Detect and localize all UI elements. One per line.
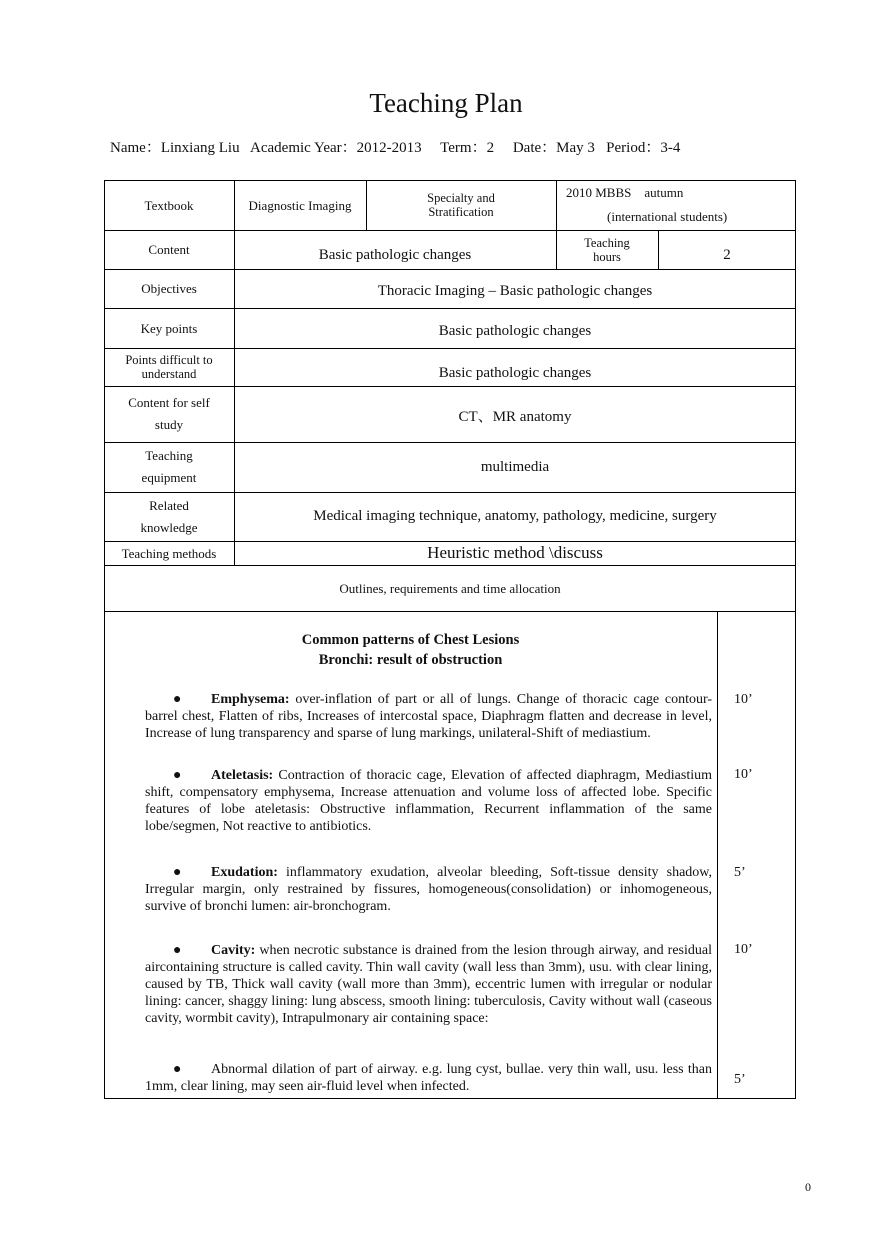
related-label: Related knowledge bbox=[140, 497, 198, 535]
methods-label: Teaching methods bbox=[121, 545, 217, 561]
textbook-value: Diagnostic Imaging bbox=[248, 197, 352, 213]
equipment-label: Teaching equipment bbox=[141, 448, 197, 485]
list-item-ateletasis: ● Ateletasis: Contraction of thoracic cage, Elevation of affected diaphragm, Mediastium shift, compensatory emphysema, Increase attenuation and volume loss of affected lobe. Specific features of lobe ateletasis: Obstructive inflammation, Recurrent inflammation of the same lobe/segmen, Not reactive to antibiotics. bbox=[145, 768, 713, 835]
content-label: Content bbox=[148, 242, 190, 257]
col-divider bbox=[717, 611, 718, 1099]
term: 2 bbox=[486, 140, 495, 156]
time-allocation: 10’ bbox=[734, 767, 753, 782]
bullet-icon: ● bbox=[173, 768, 182, 783]
keypoints-value: Basic pathologic changes bbox=[438, 322, 592, 339]
teacher-name: Linxiang Liu bbox=[160, 140, 240, 156]
term-label: Term： bbox=[440, 140, 487, 156]
section-heading: Common patterns of Chest Lesions bbox=[301, 632, 520, 648]
name-label: Name： bbox=[110, 140, 161, 156]
year-label: Academic Year： bbox=[250, 140, 357, 156]
specialty-label: Specialty and Stratification bbox=[427, 191, 495, 219]
page-number: 0 bbox=[805, 1180, 811, 1194]
content-value: Basic pathologic changes bbox=[318, 247, 472, 263]
difficult-value: Basic pathologic changes bbox=[438, 364, 592, 381]
related-value: Medical imaging technique, anatomy, pathology, medicine, surgery bbox=[313, 508, 717, 524]
hours-value: 2 bbox=[723, 247, 731, 263]
bullet-icon: ● bbox=[173, 943, 182, 958]
list-item-airway-dilation: ● Abnormal dilation of part of airway. e.g. lung cyst, bullae. very thin wall, usu. less than 1mm, clear lining, may seen air-fluid level when infected. bbox=[145, 1062, 712, 1095]
list-item-cavity: ● Cavity: when necrotic substance is drained from the lesion through airway, and residual aircontaining structure is called cavity. Thin wall cavity (wall less than 3mm), usu. with clear lining, caused by TB, Thick wall cavity (wall more than 3mm), eccentric lumen with irregular or nodular lining: cancer, shaggy lining: lung abscess, smooth lining: tuberculosis, Cavity without wall (caseous cavity, wormbit cavity), Intrapulmonary air containing space: bbox=[145, 943, 712, 1027]
objectives-value: Thoracic Imaging – Basic pathologic changes bbox=[377, 283, 653, 299]
specialty-value-line1: 2010 MBBS autumn bbox=[566, 185, 684, 200]
date-label: Date： bbox=[512, 140, 557, 156]
bullet-icon: ● bbox=[173, 865, 182, 880]
specialty-value-line2: (international students) bbox=[607, 209, 728, 224]
bullet-icon: ● bbox=[173, 692, 182, 707]
period-label: Period： bbox=[606, 140, 661, 156]
equipment-value: multimedia bbox=[480, 458, 550, 475]
row-divider bbox=[104, 611, 796, 612]
textbook-label: Textbook bbox=[144, 197, 194, 213]
bullet-icon: ● bbox=[173, 1062, 182, 1077]
outlines-header: Outlines, requirements and time allocation bbox=[339, 580, 561, 596]
time-allocation: 10’ bbox=[734, 942, 753, 957]
page-title: Teaching Plan bbox=[369, 88, 523, 118]
time-allocation: 5’ bbox=[734, 1072, 746, 1087]
section-subheading: Bronchi: result of obstruction bbox=[318, 652, 503, 668]
date: May 3 bbox=[556, 140, 595, 156]
keypoints-label: Key points bbox=[140, 320, 198, 336]
academic-year: 2012-2013 bbox=[356, 140, 422, 156]
time-allocation: 5’ bbox=[734, 865, 746, 880]
selfstudy-label: Content for self study bbox=[128, 395, 210, 432]
methods-value: Heuristic method \discuss bbox=[427, 543, 603, 562]
period: 3-4 bbox=[660, 140, 681, 156]
objectives-label: Objectives bbox=[141, 281, 197, 296]
meta-line bbox=[110, 136, 680, 157]
list-item-emphysema: ● Emphysema: over-inflation of part or all of lungs. Change of thoracic cage contour-barrel chest, Flatten of ribs, Increases of intercostal space, Diaphragm flatten and decrease in level, Increase of lung transparency and sparse of lung markings, unilateral-Shift of mediastium. bbox=[145, 692, 713, 742]
difficult-label: Points difficult to understand bbox=[125, 353, 213, 381]
selfstudy-value: CT、MR anatomy bbox=[458, 408, 572, 425]
list-item-exudation: ● Exudation: inflammatory exudation, alveolar bleeding, Soft-tissue density shadow, Irregular margin, only restrained by fissures, homogeneous(consolidation) or inhomogeneous, survive of bronchi lumen: air-bronchogram. bbox=[145, 865, 712, 915]
hours-label: Teaching hours bbox=[584, 235, 630, 264]
time-allocation: 10’ bbox=[734, 692, 753, 707]
